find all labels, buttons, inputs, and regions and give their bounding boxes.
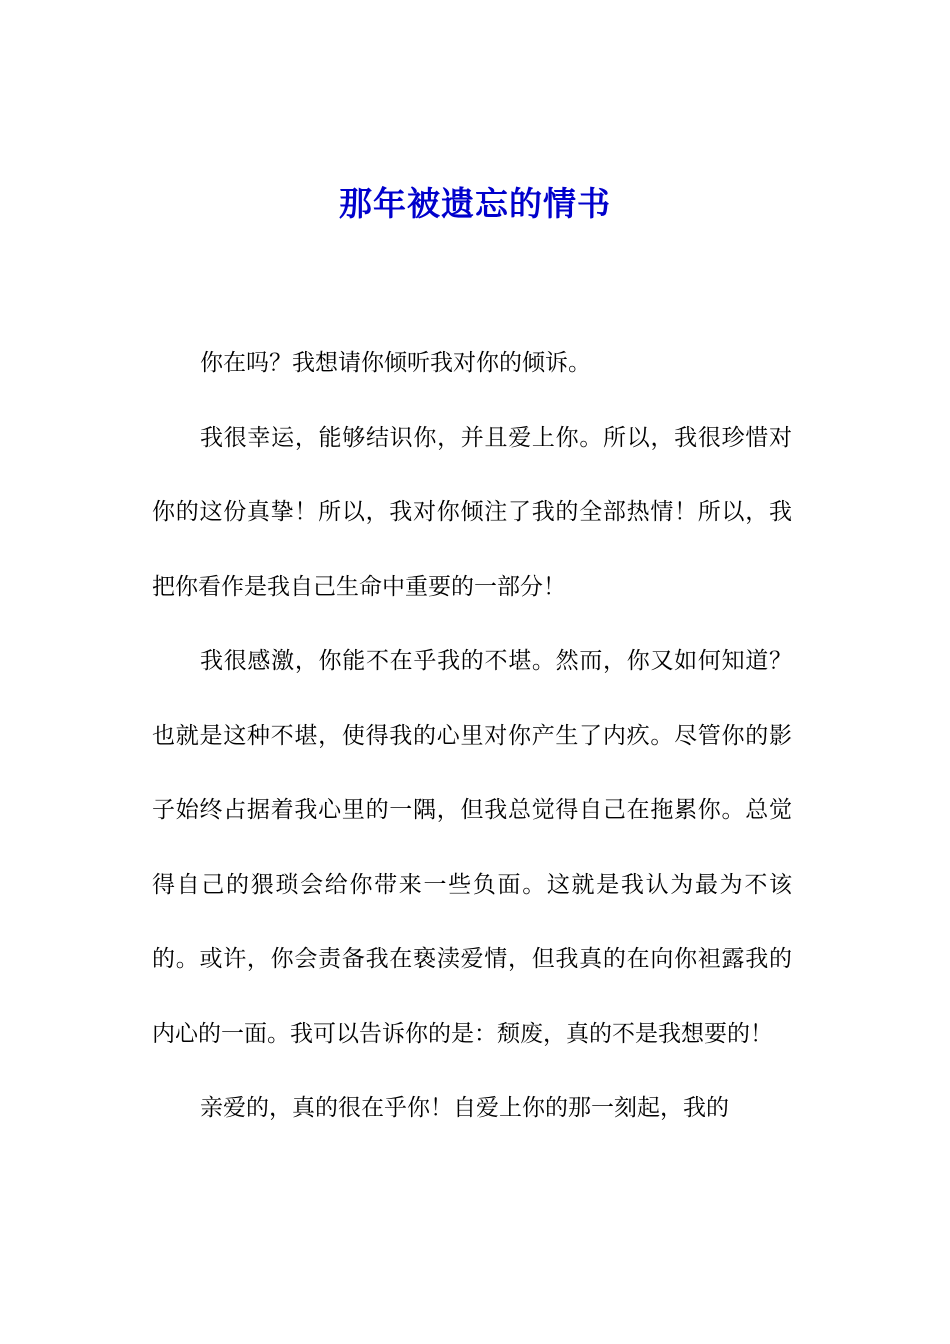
document-title: 那年被遗忘的情书 <box>339 184 611 223</box>
paragraph-4: 亲爱的，真的很在乎你！自爱上你的那一刻起，我的 <box>200 1095 729 1121</box>
paragraph-2: 我很幸运，能够结识你，并且爱上你。所以，我很珍惜对你的这份真挚！所以，我对你倾注了我的全部热情！所以，我把你看作是我自己生命中重要的一部分！ <box>152 424 792 600</box>
document-body <box>152 326 792 1146</box>
paragraph-1: 你在吗？我想请你倾听我对你的倾诉。 <box>200 350 591 376</box>
paragraph-3: 我很感激，你能不在乎我的不堪。然而，你又如何知道？也就是这种不堪，使得我的心里对你产生了内疚。尽管你的影子始终占据着我心里的一隅，但我总觉得自己在拖累你。总觉得自己的猥琐会给你带来一些负面。这就是我认为最为不该的。或许，你会责备我在亵渎爱情，但我真的在向你袒露我的内心的一面。我可以告诉你的是：颓废，真的不是我想要的！ <box>152 648 792 1047</box>
